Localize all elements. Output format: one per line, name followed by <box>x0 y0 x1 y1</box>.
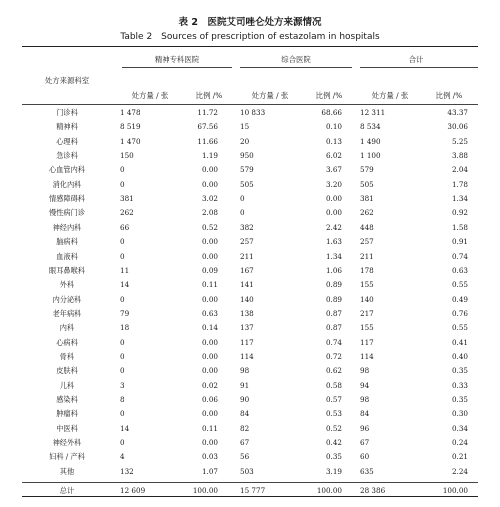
cell-psych-count: 14 <box>120 280 130 290</box>
cell-general-pct: 3.67 <box>325 165 342 175</box>
header-sub-total-count: 处方量 / 张 <box>371 91 409 100</box>
cell-general-pct: 1.06 <box>325 265 342 275</box>
cell-total-pct: 1.58 <box>451 222 468 232</box>
cell-total-pct: 0.35 <box>451 395 468 404</box>
cell-psych-count: 132 <box>120 466 134 476</box>
cell-dept: 感染科 <box>56 395 78 404</box>
cell-general-count: 67 <box>240 438 250 448</box>
cell-general-pct: 0.53 <box>325 409 342 419</box>
table-title-en: Table 2 Sources of prescription of estazolam in hospitals <box>120 32 380 42</box>
cell-dept: 皮肤科 <box>56 366 78 376</box>
cell-general-count: 56 <box>240 452 250 462</box>
cell-total-pct: 0.33 <box>451 380 468 390</box>
cell-general-count: 15 777 <box>240 486 266 495</box>
cell-general-count: 117 <box>240 337 254 347</box>
cell-general-pct: 2.42 <box>325 222 342 232</box>
cell-dept: 内分泌科 <box>52 294 82 304</box>
cell-psych-pct: 2.08 <box>201 208 218 218</box>
cell-total-pct: 0.40 <box>451 351 468 361</box>
cell-psych-count: 8 519 <box>120 122 141 132</box>
cell-general-count: 0 <box>240 208 245 218</box>
cell-general-pct: 0.10 <box>325 122 342 132</box>
cell-psych-count: 11 <box>120 265 130 275</box>
cell-total-count: 96 <box>360 423 370 433</box>
cell-general-pct: 6.02 <box>325 151 342 161</box>
cell-total-pct: 0.35 <box>451 366 468 376</box>
cell-psych-pct: 11.66 <box>197 136 218 146</box>
cell-dept: 妇科 / 产科 <box>49 452 85 462</box>
cell-total-count: 8 534 <box>360 122 381 132</box>
cell-general-pct: 0.58 <box>325 380 342 390</box>
cell-general-count: 505 <box>240 179 254 189</box>
cell-dept: 消化内科 <box>52 179 82 189</box>
cell-dept: 外科 <box>59 280 75 290</box>
total-rule <box>22 482 478 483</box>
cell-psych-pct: 100.00 <box>192 486 218 495</box>
cell-dept: 老年病科 <box>52 308 82 318</box>
cell-general-pct: 1.63 <box>325 237 342 247</box>
group-rule-total <box>360 67 478 68</box>
cell-general-pct: 0.52 <box>325 423 342 433</box>
cell-psych-count: 0 <box>120 165 125 175</box>
cell-total-count: 217 <box>360 308 374 318</box>
cell-total-pct: 0.91 <box>451 237 468 247</box>
cell-dept: 情感障碍科 <box>49 194 85 204</box>
cell-general-pct: 0.00 <box>325 194 342 204</box>
cell-total-pct: 0.24 <box>451 438 468 448</box>
cell-general-count: 82 <box>240 423 250 433</box>
cell-dept: 心血管内科 <box>49 165 85 175</box>
cell-general-count: 91 <box>240 380 250 390</box>
cell-total-pct: 0.34 <box>451 423 468 433</box>
cell-total-pct: 0.74 <box>451 251 468 261</box>
bottom-rule <box>22 496 478 497</box>
cell-general-count: 114 <box>240 351 254 361</box>
cell-general-pct: 0.42 <box>325 438 342 448</box>
cell-general-pct: 0.74 <box>325 337 342 347</box>
cell-psych-pct: 0.00 <box>201 409 218 419</box>
cell-psych-pct: 0.00 <box>201 366 218 376</box>
cell-psych-pct: 0.00 <box>201 351 218 361</box>
cell-dept: 骨科 <box>59 351 75 361</box>
cell-total-count: 28 386 <box>360 486 386 495</box>
cell-psych-count: 14 <box>120 423 130 433</box>
cell-dept: 脑病科 <box>56 237 78 247</box>
group-rule-general <box>240 67 352 68</box>
cell-psych-pct: 0.00 <box>201 251 218 261</box>
cell-psych-pct: 1.19 <box>201 151 218 161</box>
cell-total-pct: 30.06 <box>447 122 468 132</box>
header-sub-psych-count: 处方量 / 张 <box>131 91 169 100</box>
cell-psych-count: 18 <box>120 323 130 333</box>
cell-psych-count: 0 <box>120 251 125 261</box>
cell-psych-count: 0 <box>120 366 125 376</box>
cell-total-count: 1 490 <box>360 136 381 146</box>
cell-general-count: 20 <box>240 136 250 146</box>
cell-total-count: 448 <box>360 222 374 232</box>
cell-general-count: 90 <box>240 395 250 404</box>
cell-total-pct: 100.00 <box>442 486 468 495</box>
cell-total-count: 117 <box>360 337 374 347</box>
cell-psych-count: 8 <box>120 395 125 404</box>
cell-general-count: 138 <box>240 308 254 318</box>
cell-total-pct: 0.92 <box>451 208 468 218</box>
cell-psych-count: 0 <box>120 337 125 347</box>
cell-dept: 中医科 <box>56 423 78 433</box>
cell-general-pct: 3.20 <box>325 179 342 189</box>
cell-total-count: 155 <box>360 280 374 290</box>
cell-total-count: 211 <box>360 251 374 261</box>
cell-psych-count: 381 <box>120 194 134 204</box>
cell-general-pct: 0.89 <box>325 294 342 304</box>
cell-total-count: 60 <box>360 452 370 462</box>
cell-psych-count: 4 <box>120 452 125 462</box>
cell-total-count: 155 <box>360 323 374 333</box>
cell-psych-count: 3 <box>120 380 125 390</box>
cell-general-pct: 3.19 <box>325 466 342 476</box>
cell-general-pct: 0.13 <box>325 136 342 146</box>
cell-general-pct: 0.57 <box>325 395 342 404</box>
top-rule <box>22 46 478 47</box>
cell-total-pct: 5.25 <box>451 136 468 146</box>
cell-psych-count: 0 <box>120 237 125 247</box>
cell-dept: 急诊科 <box>56 151 78 161</box>
cell-psych-count: 262 <box>120 208 134 218</box>
cell-total-pct: 3.88 <box>451 151 468 161</box>
cell-general-count: 382 <box>240 222 254 232</box>
cell-total-pct: 2.04 <box>451 165 468 175</box>
cell-total-count: 262 <box>360 208 374 218</box>
table-title-cn: 表 2 医院艾司唑仑处方来源情况 <box>178 17 322 28</box>
cell-general-count: 0 <box>240 194 245 204</box>
cell-dept: 其他 <box>59 466 75 476</box>
cell-psych-pct: 11.72 <box>197 108 218 117</box>
cell-dept: 神经外科 <box>52 438 82 448</box>
cell-dept: 血液科 <box>56 251 78 261</box>
cell-total-pct: 0.21 <box>451 452 468 462</box>
cell-total-count: 94 <box>360 380 370 390</box>
cell-general-pct: 68.66 <box>321 108 342 117</box>
cell-general-pct: 0.87 <box>325 323 342 333</box>
cell-general-pct: 0.87 <box>325 308 342 318</box>
cell-general-count: 140 <box>240 294 254 304</box>
cell-dept: 精神科 <box>56 122 78 132</box>
cell-total-count: 381 <box>360 194 374 204</box>
cell-general-pct: 0.35 <box>325 452 342 462</box>
cell-psych-pct: 0.09 <box>201 265 218 275</box>
cell-total-count: 505 <box>360 179 374 189</box>
cell-total-count: 114 <box>360 351 374 361</box>
cell-psych-count: 0 <box>120 409 125 419</box>
cell-dept: 总计 <box>59 486 75 495</box>
cell-general-count: 211 <box>240 251 254 261</box>
cell-general-count: 137 <box>240 323 254 333</box>
header-bottom-rule <box>22 104 478 105</box>
cell-general-count: 257 <box>240 237 254 247</box>
cell-psych-pct: 0.14 <box>201 323 218 333</box>
cell-total-pct: 0.76 <box>451 308 468 318</box>
cell-psych-pct: 1.07 <box>201 466 218 476</box>
cell-psych-pct: 0.11 <box>201 423 218 433</box>
cell-total-count: 67 <box>360 438 370 448</box>
cell-dept: 内科 <box>59 323 75 333</box>
cell-total-count: 635 <box>360 466 374 476</box>
cell-general-count: 579 <box>240 165 254 175</box>
cell-psych-pct: 0.02 <box>201 380 218 390</box>
cell-total-pct: 1.34 <box>451 194 468 204</box>
cell-total-pct: 1.78 <box>451 179 468 189</box>
cell-psych-count: 1 470 <box>120 136 141 146</box>
cell-general-pct: 0.89 <box>325 280 342 290</box>
cell-general-pct: 0.62 <box>325 366 342 376</box>
cell-dept: 心病科 <box>56 337 78 347</box>
cell-dept: 眼耳鼻喉科 <box>49 265 85 275</box>
cell-psych-pct: 0.00 <box>201 237 218 247</box>
cell-dept: 儿科 <box>59 380 75 390</box>
cell-total-count: 140 <box>360 294 374 304</box>
header-sub-psych-pct: 比例 /% <box>195 91 223 100</box>
cell-total-count: 1 100 <box>360 151 381 161</box>
cell-psych-count: 0 <box>120 294 125 304</box>
header-group-general: 综合医院 <box>281 55 311 64</box>
cell-psych-pct: 0.03 <box>201 452 218 462</box>
cell-psych-pct: 0.11 <box>201 280 218 290</box>
cell-psych-pct: 0.06 <box>201 395 218 404</box>
cell-psych-pct: 3.02 <box>201 194 218 204</box>
cell-psych-pct: 0.00 <box>201 165 218 175</box>
cell-total-pct: 0.63 <box>451 265 468 275</box>
cell-total-pct: 0.55 <box>451 323 468 333</box>
cell-total-count: 579 <box>360 165 374 175</box>
cell-psych-pct: 67.56 <box>197 122 218 132</box>
cell-total-pct: 0.41 <box>451 337 468 347</box>
header-sub-general-pct: 比例 /% <box>315 91 343 100</box>
cell-dept: 门诊科 <box>56 108 78 117</box>
cell-psych-pct: 0.52 <box>201 222 218 232</box>
cell-general-count: 167 <box>240 265 254 275</box>
header-group-psych: 精神专科医院 <box>154 55 200 64</box>
cell-total-count: 98 <box>360 366 370 376</box>
cell-total-count: 257 <box>360 237 374 247</box>
cell-general-count: 950 <box>240 151 254 161</box>
cell-general-count: 15 <box>240 122 250 132</box>
cell-total-pct: 0.30 <box>451 409 468 419</box>
cell-general-pct: 100.00 <box>316 486 342 495</box>
cell-general-count: 503 <box>240 466 254 476</box>
group-rule-psych <box>122 67 232 68</box>
cell-dept: 神经内科 <box>52 222 82 232</box>
header-sub-general-count: 处方量 / 张 <box>251 91 289 100</box>
cell-total-count: 12 311 <box>360 108 386 117</box>
cell-psych-pct: 0.00 <box>201 438 218 448</box>
cell-psych-pct: 0.00 <box>201 179 218 189</box>
cell-psych-count: 0 <box>120 179 125 189</box>
cell-general-pct: 0.00 <box>325 208 342 218</box>
header-sub-total-pct: 比例 /% <box>435 91 463 100</box>
cell-general-count: 10 833 <box>240 108 266 117</box>
cell-psych-count: 1 478 <box>120 108 141 117</box>
header-dept: 处方来源科室 <box>44 76 90 85</box>
cell-dept: 心理科 <box>56 136 78 146</box>
cell-psych-pct: 0.63 <box>201 308 218 318</box>
cell-total-pct: 0.55 <box>451 280 468 290</box>
header-group-total: 合计 <box>408 55 424 64</box>
cell-total-count: 178 <box>360 265 374 275</box>
cell-general-pct: 1.34 <box>325 251 342 261</box>
cell-psych-count: 150 <box>120 151 134 161</box>
cell-psych-count: 12 609 <box>120 486 146 495</box>
cell-general-count: 84 <box>240 409 250 419</box>
cell-psych-pct: 0.00 <box>201 337 218 347</box>
cell-total-pct: 0.49 <box>451 294 468 304</box>
cell-total-count: 98 <box>360 395 370 404</box>
cell-psych-count: 66 <box>120 222 130 232</box>
cell-general-count: 98 <box>240 366 250 376</box>
cell-psych-count: 0 <box>120 351 125 361</box>
cell-general-count: 141 <box>240 280 254 290</box>
cell-general-pct: 0.72 <box>325 351 342 361</box>
cell-psych-count: 79 <box>120 308 130 318</box>
cell-dept: 慢性病门诊 <box>49 208 85 218</box>
cell-total-count: 84 <box>360 409 370 419</box>
cell-psych-count: 0 <box>120 438 125 448</box>
cell-total-pct: 2.24 <box>451 466 468 476</box>
cell-total-pct: 43.37 <box>447 108 468 117</box>
cell-dept: 肿瘤科 <box>56 409 78 419</box>
cell-psych-pct: 0.00 <box>201 294 218 304</box>
